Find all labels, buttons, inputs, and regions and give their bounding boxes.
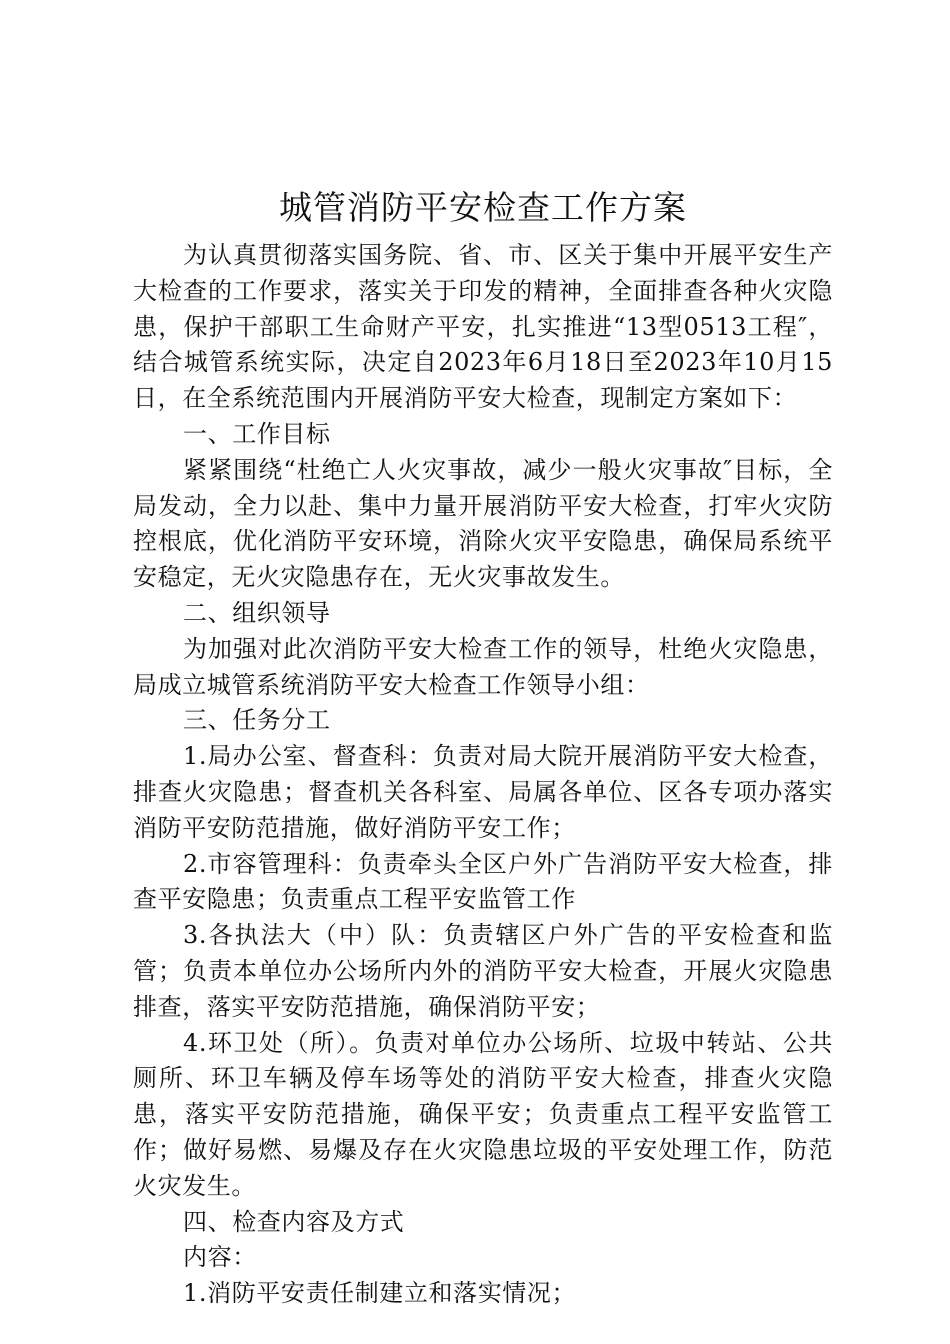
inspection-item-1: 1.消防平安责任制建立和落实情况； <box>183 1279 577 1308</box>
document-title: 城管消防平安检查工作方案 <box>279 188 687 227</box>
task-item-4: 4.环卫处（所）。负责对单位办公场所、垃圾中转站、公共厕所、环卫车辆及停车场等处的消防平安大检查，排查火灾隐患，落实平安防范措施，确保平安；负责重点工程平安监管工作；做好易燃、易爆及存在火灾隐患垃圾的平安处理工作，防范火灾发生。 <box>133 1028 833 1200</box>
heading-organization: 二、组织领导 <box>183 598 331 627</box>
inspection-content-label: 内容： <box>183 1243 257 1272</box>
heading-task-division: 三、任务分工 <box>183 706 331 735</box>
task-item-3: 3.各执法大（中）队：负责辖区户外广告的平安检查和监管；负责本单位办公场所内外的消防平安大检查，开展火灾隐患排查，落实平安防范措施，确保消防平安； <box>133 921 833 1021</box>
paragraph-work-goal: 紧紧围绕“杜绝亡人火灾事故，减少一般火灾事故″目标，全局发动，全力以赴、集中力量开展消防平安大检查，打牢火灾防控根底，优化消防平安环境，消除火灾平安隐患，确保局系统平安稳定，无火灾隐患存在，无火灾事故发生。 <box>133 455 833 592</box>
paragraph-intro: 为认真贯彻落实国务院、省、市、区关于集中开展平安生产大检查的工作要求，落实关于印发的精神，全面排查各种火灾隐患，保护干部职工生命财产平安，扎实推进“13型0513工程″，结合城管系统实际，决定自2023年6月18日至2023年10月15日，在全系统范围内开展消防平安大检查，现制定方案如下： <box>133 241 833 413</box>
task-item-2: 2.市容管理科：负责牵头全区户外广告消防平安大检查，排查平安隐患；负责重点工程平安监管工作 <box>133 849 833 914</box>
task-item-1: 1.局办公室、督查科：负责对局大院开展消防平安大检查，排查火灾隐患；督查机关各科室、局属各单位、区各专项办落实消防平安防范措施，做好消防平安工作； <box>133 742 833 842</box>
document-page <box>133 180 833 1312</box>
heading-work-goal: 一、工作目标 <box>183 419 331 448</box>
paragraph-organization: 为加强对此次消防平安大检查工作的领导，杜绝火灾隐患，局成立城管系统消防平安大检查工作领导小组： <box>133 634 833 699</box>
heading-inspection: 四、检查内容及方式 <box>183 1207 405 1236</box>
